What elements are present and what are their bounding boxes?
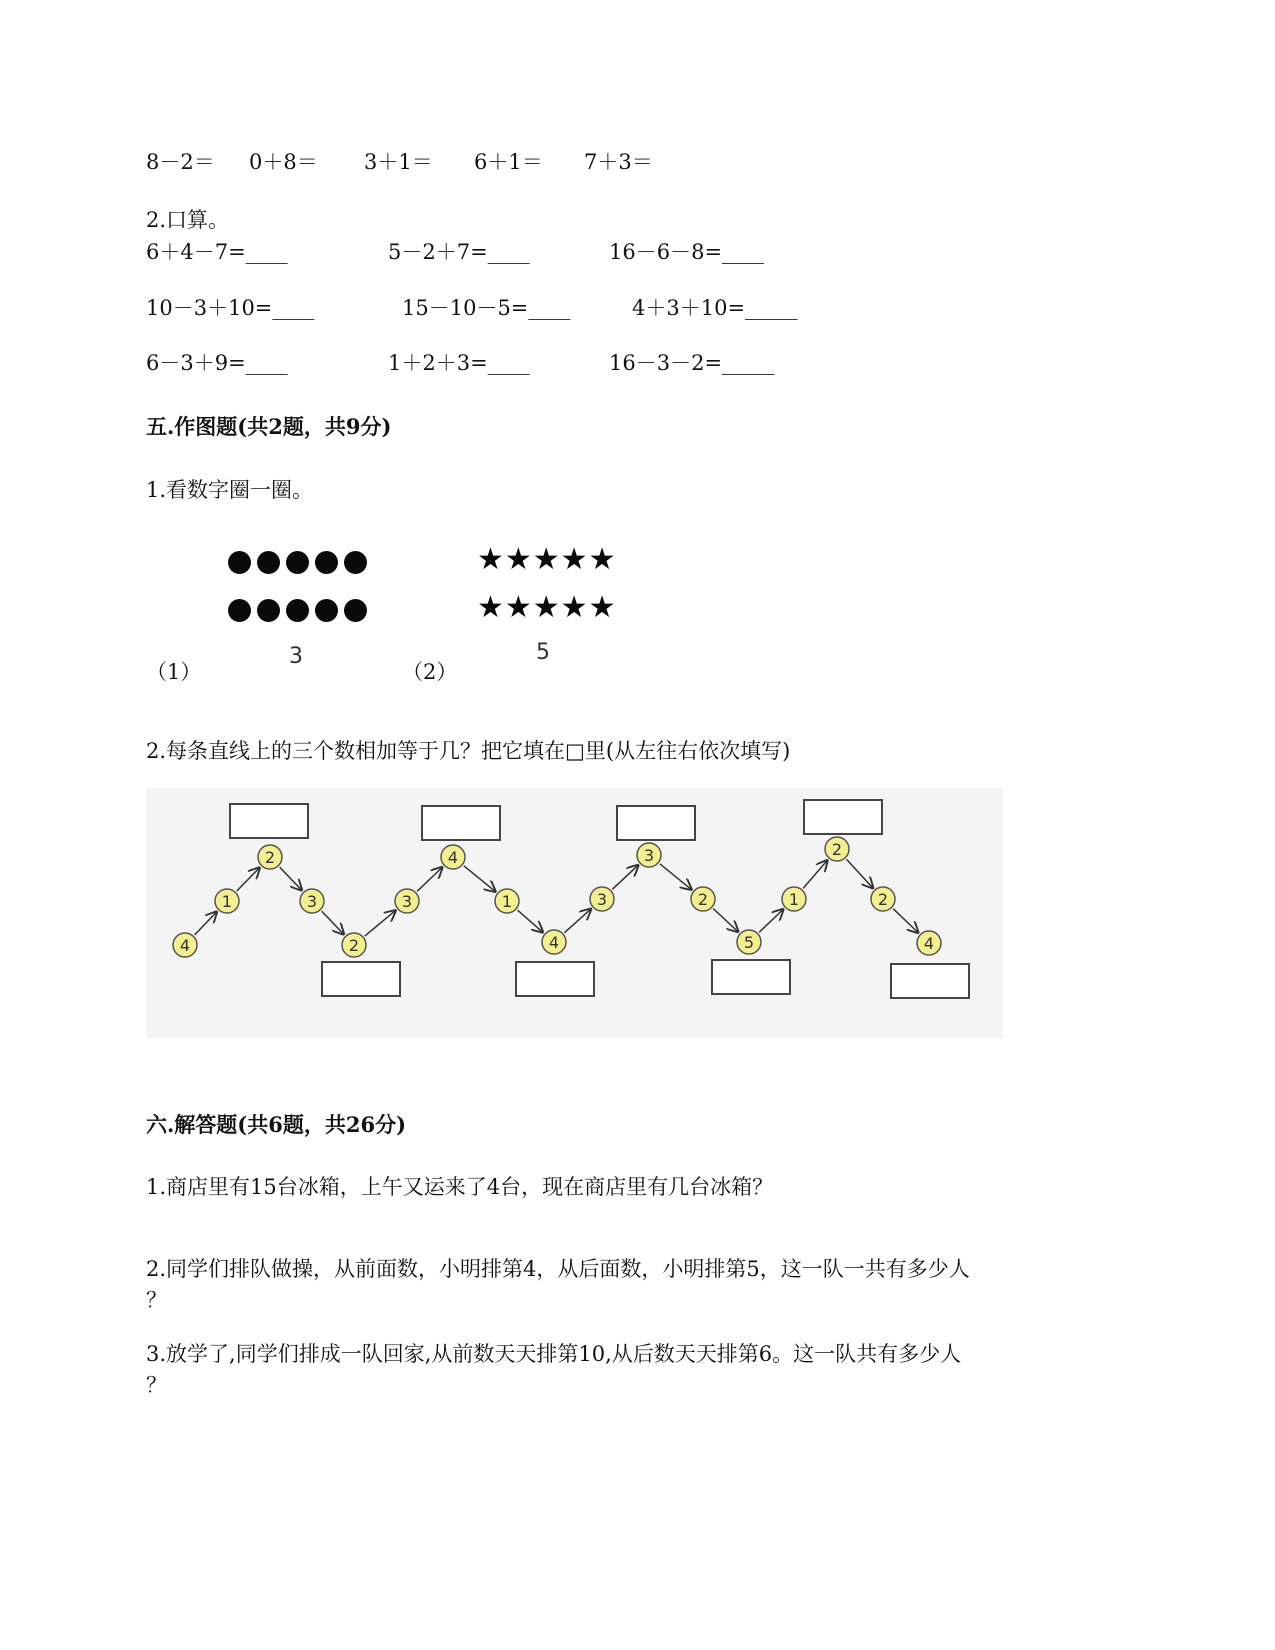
section5-heading: 五.作图题(共2题，共9分)	[146, 414, 392, 439]
arrow	[365, 911, 396, 936]
arrow	[803, 860, 827, 888]
node-number: 2	[264, 848, 276, 867]
node-number: 1	[221, 892, 233, 911]
section6-heading: 六.解答题(共6题，共26分)	[146, 1112, 407, 1137]
node-number: 2	[348, 936, 360, 955]
arrow	[518, 910, 543, 932]
star-row-1: ★★★★★	[477, 542, 617, 577]
star-row-2: ★★★★★	[477, 590, 617, 625]
arrow	[893, 909, 918, 933]
oral-item: 1＋2＋3=____	[388, 351, 530, 375]
answer-box	[712, 960, 790, 994]
equation-5: 7＋3＝	[584, 150, 653, 174]
oral-item: 4＋3＋10=_____	[632, 296, 798, 320]
dot	[344, 551, 367, 574]
answer-box	[891, 964, 969, 998]
zigzag-puzzle	[146, 788, 1003, 1038]
arrow	[612, 865, 638, 889]
node-number: 1	[788, 890, 800, 909]
answer-box	[617, 806, 695, 840]
fig1-label: （1）	[146, 660, 202, 684]
oral-item: 6－3＋9=____	[146, 351, 288, 375]
arrow	[759, 909, 783, 932]
s6-q2-line2: ？	[146, 1288, 167, 1312]
node-number: 1	[501, 892, 513, 911]
oral-item: 16－6－8=____	[609, 240, 765, 264]
equation-3: 3＋1＝	[364, 150, 433, 174]
dot-row-1	[228, 551, 367, 574]
answer-box	[422, 806, 500, 840]
node-number: 3	[401, 892, 413, 911]
node-number: 3	[643, 846, 655, 865]
oral-item: 15－10－5=____	[402, 296, 571, 320]
equation-2: 0＋8＝	[249, 150, 318, 174]
arrow	[564, 909, 590, 933]
fig2-number: 5	[536, 640, 550, 665]
dot	[315, 599, 338, 622]
answer-box	[516, 962, 594, 996]
oral-item: 6＋4－7=____	[146, 240, 288, 264]
arrow	[195, 912, 217, 935]
s6-q2-line1: 2.同学们排队做操，从前面数，小明排第4，从后面数，小明排第5，这一队一共有多少人	[146, 1257, 970, 1281]
arrow	[464, 866, 496, 892]
fig1-number: 3	[289, 644, 303, 669]
dot	[228, 599, 251, 622]
node-number: 3	[306, 892, 318, 911]
answer-box	[804, 800, 882, 834]
dot	[257, 551, 280, 574]
node-number: 4	[548, 933, 560, 952]
s5-q1: 1.看数字圈一圈。	[146, 478, 314, 502]
node-number: 2	[877, 890, 889, 909]
node-number: 2	[697, 890, 709, 909]
oral-item: 5－2＋7=____	[388, 240, 530, 264]
node-number: 3	[596, 890, 608, 909]
arrow	[660, 864, 692, 890]
answer-box	[322, 962, 400, 996]
dot	[257, 599, 280, 622]
answer-box	[230, 804, 308, 838]
equation-4: 6＋1＝	[474, 150, 543, 174]
arrow	[417, 867, 442, 891]
node-number: 4	[923, 934, 935, 953]
s6-q1: 1.商店里有15台冰箱，上午又运来了4台，现在商店里有几台冰箱？	[146, 1175, 774, 1199]
oral-item: 10－3＋10=____	[146, 296, 315, 320]
s5-q2: 2.每条直线上的三个数相加等于几？把它填在□里(从左往右依次填写)	[146, 739, 791, 763]
dot	[344, 599, 367, 622]
q2-title: 2.口算。	[146, 208, 230, 232]
dot	[286, 551, 309, 574]
s6-q3-line2: ？	[146, 1373, 167, 1397]
oral-item: 16－3－2=_____	[609, 351, 775, 375]
arrow	[280, 867, 302, 890]
s6-q3-line1: 3.放学了,同学们排成一队回家,从前数天天排第10,从后数天天排第6。这一队共有多少人	[146, 1342, 962, 1366]
node-number: 4	[179, 936, 191, 955]
node-number: 4	[447, 848, 459, 867]
dot	[315, 551, 338, 574]
dot	[286, 599, 309, 622]
node-number: 2	[831, 840, 843, 859]
dot-row-2	[228, 599, 367, 622]
arrow	[846, 859, 872, 888]
equation-1: 8－2＝	[146, 150, 215, 174]
arrow	[322, 911, 344, 934]
arrow	[713, 909, 738, 932]
dot	[228, 551, 251, 574]
node-number: 5	[743, 933, 755, 952]
fig2-label: （2）	[402, 660, 458, 684]
arrow	[237, 868, 260, 891]
